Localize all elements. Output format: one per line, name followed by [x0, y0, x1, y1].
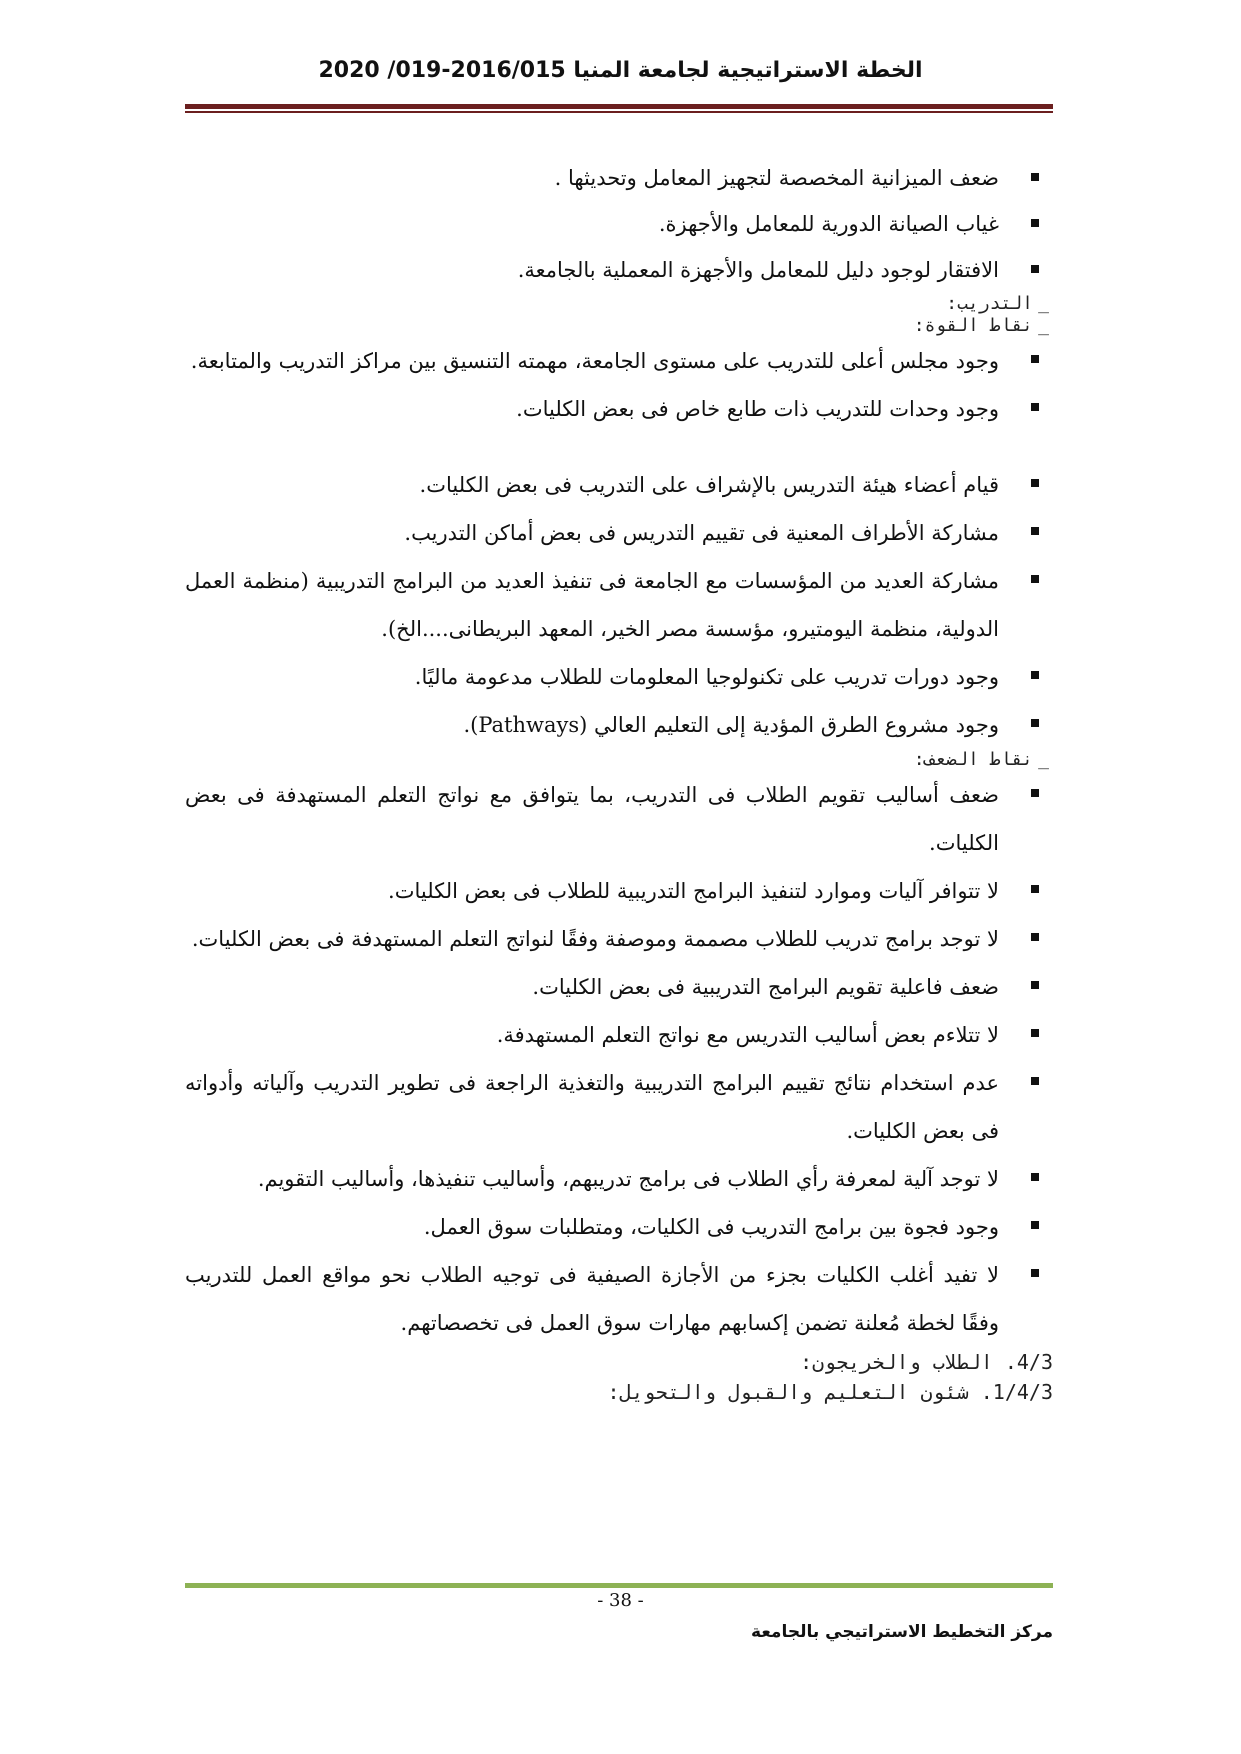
list-item-text: مشاركة العديد من المؤسسات مع الجامعة فى تنفيذ العديد من البرامج التدريبية (منظمة العمل الدولية، منظمة اليومتيرو، مؤسسة مصر الخير، المعهد البريطانى....الخ). [185, 569, 999, 641]
list-item [185, 201, 1053, 247]
list-item [185, 1251, 1053, 1347]
header-rule-thin [185, 111, 1053, 113]
list-item-text: عدم استخدام نتائج تقييم البرامج التدريبية والتغذية الراجعة فى تطوير التدريب وآلياته وأدواته فى بعض الكليات. [185, 1071, 999, 1143]
square-bullet-icon [1031, 403, 1039, 411]
list-item [185, 771, 1053, 867]
square-bullet-icon [1031, 1221, 1039, 1229]
square-bullet-icon [1031, 265, 1039, 273]
list-item [185, 247, 1053, 293]
list-item-text: وجود مشروع الطرق المؤدية إلى التعليم العالي (Pathways). [463, 713, 999, 737]
list-item [185, 337, 1053, 385]
list-item-text: وجود مجلس أعلى للتدريب على مستوى الجامعة، مهمته التنسيق بين مراكز التدريب والمتابعة. [190, 349, 999, 373]
list-item-text: ضعف أساليب تقويم الطلاب فى التدريب، بما يتوافق مع نواتج التعلم المستهدفة فى بعض الكليات. [185, 783, 999, 855]
list-item-text: لا تفيد أغلب الكليات بجزء من الأجازة الصيفية فى توجيه الطلاب نحو مواقع العمل للتدريب وفقًا لخطة مُعلنة تضمن إكسابهم مهارات سوق العمل فى تخصصاتهم. [185, 1263, 999, 1335]
list-item [185, 1203, 1053, 1251]
page-number: - 38 - [597, 1590, 644, 1611]
list-item [185, 1059, 1053, 1155]
spacer [185, 433, 1053, 461]
dash-icon: _ [1038, 293, 1053, 314]
footer-rule [185, 1583, 1053, 1588]
list-item [185, 867, 1053, 915]
square-bullet-icon [1031, 527, 1039, 535]
square-bullet-icon [1031, 789, 1039, 797]
page-content [185, 155, 1053, 1407]
list-item [185, 915, 1053, 963]
square-bullet-icon [1031, 173, 1039, 181]
list-item [185, 509, 1053, 557]
list-item [185, 1011, 1053, 1059]
square-bullet-icon [1031, 479, 1039, 487]
square-bullet-icon [1031, 671, 1039, 679]
list-item-text: غياب الصيانة الدورية للمعامل والأجهزة. [658, 212, 999, 236]
square-bullet-icon [1031, 885, 1039, 893]
strengths-heading: _ نقاط القوة: [913, 315, 1053, 336]
list-item [185, 1155, 1053, 1203]
square-bullet-icon [1031, 719, 1039, 727]
list-item-text: لا توجد آلية لمعرفة رأي الطلاب فى برامج تدريبهم، وأساليب تنفيذها، وأساليب التقويم. [257, 1167, 999, 1191]
list-item [185, 461, 1053, 509]
list-item [185, 155, 1053, 201]
square-bullet-icon [1031, 1029, 1039, 1037]
weaknesses-heading: _ نقاط الضعف: [913, 749, 1053, 770]
dash-icon: _ [1038, 749, 1053, 770]
training-heading: _ التدريب: [946, 293, 1053, 314]
list-item-text: وجود فجوة بين برامج التدريب فى الكليات، ومتطلبات سوق العمل. [423, 1215, 999, 1239]
list-item-text: ضعف الميزانية المخصصة لتجهيز المعامل وتحديثها . [554, 166, 999, 190]
list-item-text: مشاركة الأطراف المعنية فى تقييم التدريس فى بعض أماكن التدريب. [404, 521, 999, 545]
footer-center-name: مركز التخطيط الاستراتيجي بالجامعة [751, 1622, 1053, 1642]
list-item-text: وجود وحدات للتدريب ذات طابع خاص فى بعض الكليات. [516, 397, 999, 421]
list-item [185, 557, 1053, 653]
header-rule-thick [185, 104, 1053, 109]
square-bullet-icon [1031, 933, 1039, 941]
list-item-text: الافتقار لوجود دليل للمعامل والأجهزة المعملية بالجامعة. [517, 258, 999, 282]
list-item [185, 701, 1053, 749]
page-header-title: الخطة الاستراتيجية لجامعة المنيا 2016/015-019/ 2020 [318, 58, 923, 83]
list-item [185, 653, 1053, 701]
list-item [185, 385, 1053, 433]
square-bullet-icon [1031, 355, 1039, 363]
list-item-text: ضعف فاعلية تقويم البرامج التدريبية فى بعض الكليات. [532, 975, 999, 999]
section-heading-1-4-3: 1/4/3. شئون التعليم والقبول والتحويل: [607, 1380, 1053, 1404]
list-item-text: وجود دورات تدريب على تكنولوجيا المعلومات للطلاب مدعومة ماليًا. [414, 665, 999, 689]
square-bullet-icon [1031, 575, 1039, 583]
list-item-text: لا توجد برامج تدريب للطلاب مصممة وموصفة وفقًا لنواتج التعلم المستهدفة فى بعض الكليات. [191, 927, 999, 951]
square-bullet-icon [1031, 981, 1039, 989]
square-bullet-icon [1031, 1269, 1039, 1277]
list-item-text: لا تتوافر آليات وموارد لتنفيذ البرامج التدريبية للطلاب فى بعض الكليات. [388, 879, 999, 903]
list-item-text: لا تتلاءم بعض أساليب التدريس مع نواتج التعلم المستهدفة. [496, 1023, 999, 1047]
dash-icon: _ [1038, 315, 1053, 336]
section-heading-4-3: 4/3. الطلاب والخريجون: [800, 1350, 1053, 1374]
list-item-text: قيام أعضاء هيئة التدريس بالإشراف على التدريب فى بعض الكليات. [419, 473, 999, 497]
square-bullet-icon [1031, 1173, 1039, 1181]
square-bullet-icon [1031, 1077, 1039, 1085]
square-bullet-icon [1031, 219, 1039, 227]
list-item [185, 963, 1053, 1011]
